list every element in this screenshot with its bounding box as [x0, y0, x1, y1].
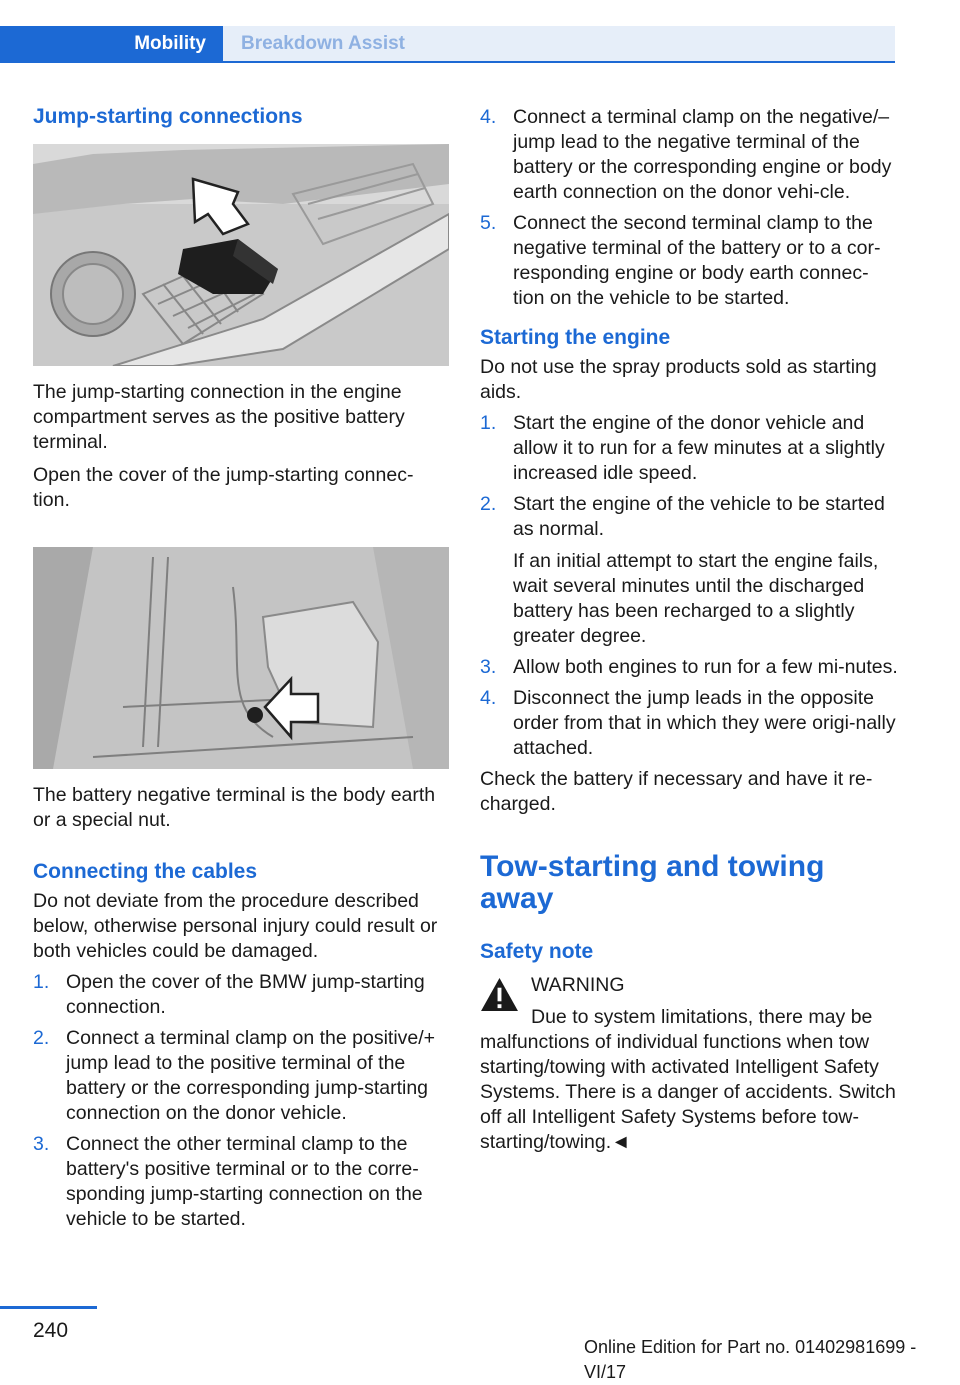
warning-text-first-line: Due to system limitations, there may be: [531, 1006, 873, 1028]
list-item: [33, 1026, 449, 1126]
para-check-battery: Check the battery if necessary and have it re-charged.: [480, 768, 873, 815]
step-text: Start the engine of the vehicle to be started as normal.: [513, 493, 885, 540]
step-text: Start the engine of the donor vehicle and allow it to run for a few minutes at a slightly increased idle speed.: [513, 412, 885, 484]
list-item: [480, 411, 898, 486]
heading-tow-starting: Tow-starting and towing away: [480, 850, 825, 915]
para-jump-connection: The jump-starting connection in the engine compartment serves as the positive battery terminal.: [33, 381, 405, 453]
engine-jump-connection-image: [33, 144, 449, 366]
warning-block: [480, 973, 898, 1155]
warning-title: WARNING: [531, 974, 625, 996]
step-number: 1.: [480, 412, 497, 434]
left-column: [33, 100, 449, 1232]
step-text: Disconnect the jump leads in the opposite order from that in which they were origi-nally attached.: [513, 687, 896, 759]
step-text: Allow both engines to run for a few mi-nutes.: [513, 656, 898, 678]
heading-connecting-cables: Connecting the cables: [33, 860, 258, 883]
step-text: Connect the other terminal clamp to the battery's positive terminal or to the corre-sponding jump-starting connection on the vehicle to be started.: [66, 1133, 423, 1230]
page-header: [0, 26, 895, 63]
step-text: Connect the second terminal clamp to the negative terminal of the battery or to a cor-responding engine or body earth connec-tion on the vehicle to be started.: [513, 212, 881, 309]
step-number: 1.: [33, 971, 50, 993]
heading-starting-engine: Starting the engine: [480, 326, 671, 349]
step-number: 4.: [480, 106, 497, 128]
header-divider: [0, 61, 895, 63]
right-column: [480, 100, 898, 1155]
list-item: [33, 1132, 449, 1232]
step-number: 4.: [480, 687, 497, 709]
para-negative-terminal: The battery negative terminal is the body earth or a special nut.: [33, 784, 436, 831]
step-number: 2.: [33, 1027, 50, 1049]
para-spray-warning: Do not use the spray products sold as starting aids.: [480, 356, 877, 403]
para-cables-warning: Do not deviate from the procedure described below, otherwise personal injury could result or both vehicles could be damaged.: [33, 890, 438, 962]
step-number: 3.: [480, 656, 497, 678]
step-text: Connect a terminal clamp on the positive/+ jump lead to the positive terminal of the battery or the corresponding jump-starting connection on the donor vehicle.: [66, 1027, 436, 1124]
step-text: Connect a terminal clamp on the negative/– jump lead to the negative terminal of the battery or the corresponding engine or body earth connection on the donor vehi-cle.: [513, 106, 892, 203]
tab-mobility[interactable]: Mobility: [0, 26, 223, 61]
para-open-cover: Open the cover of the jump-starting connec-tion.: [33, 464, 414, 511]
step-number: 5.: [480, 212, 497, 234]
start-steps-list: [480, 411, 898, 761]
connect-steps-list: [33, 970, 449, 1232]
warning-text: malfunctions of individual functions when tow starting/towing with activated Intelligent Safety Systems. There is a danger of accidents. Switch off all Intelligent Safety Systems before tow-starting/towing.◄: [480, 1031, 896, 1153]
heading-jump-starting-connections: Jump-starting connections: [33, 105, 303, 128]
connect-steps-continued: [480, 105, 898, 311]
step-number: 2.: [480, 493, 497, 515]
step-extra-text: If an initial attempt to start the engine fails, wait several minutes until the discharged battery has been recharged to a slightly greater degree.: [513, 550, 879, 647]
list-item: [480, 655, 898, 680]
list-item: [480, 211, 898, 311]
footer-divider: [0, 1306, 97, 1309]
page-number: 240: [33, 1319, 69, 1342]
list-item: [33, 970, 449, 1020]
heading-safety-note: Safety note: [480, 940, 594, 963]
edition-note: Online Edition for Part no. 01402981699 - VI/17: [584, 1337, 917, 1382]
step-number: 3.: [33, 1133, 50, 1155]
list-item: [480, 686, 898, 761]
battery-negative-terminal-image: [33, 547, 449, 769]
tab-breakdown-assist[interactable]: Breakdown Assist: [223, 26, 895, 61]
list-item: [480, 105, 898, 205]
list-item: [480, 492, 898, 649]
step-text: Open the cover of the BMW jump-starting connection.: [66, 971, 425, 1018]
engine-compartment-illustration: [33, 144, 449, 366]
negative-terminal-illustration: [33, 547, 449, 769]
warning-triangle-icon: [480, 977, 519, 1012]
